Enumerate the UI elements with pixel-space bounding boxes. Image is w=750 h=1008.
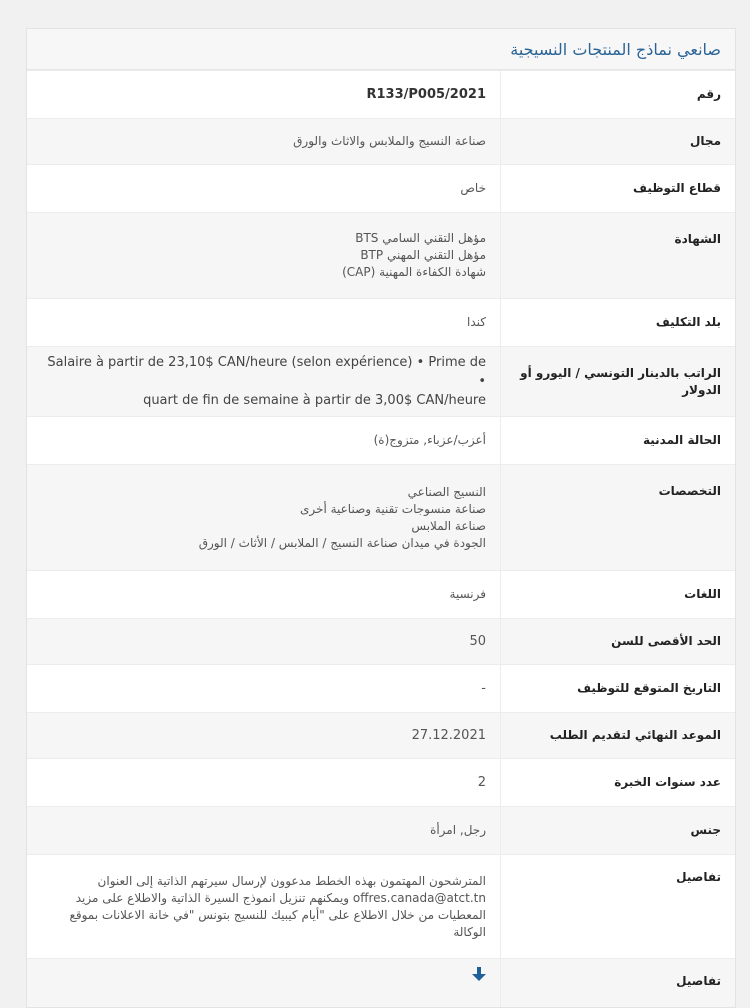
- row-label: تفاصيل: [501, 959, 736, 1007]
- table-row: [27, 759, 735, 807]
- country-value: كندا: [27, 299, 501, 347]
- certificate-line: شهادة الكفاءة المهنية (CAP): [342, 265, 486, 279]
- row-label: الحد الأقصى للسن: [501, 619, 736, 665]
- sector-value: خاص: [27, 165, 501, 213]
- field-value: صناعة النسيج والملابس والاثاث والورق: [27, 119, 501, 165]
- salary-value: [27, 347, 501, 417]
- attachment-value: [27, 959, 501, 1007]
- row-label: رقم: [501, 71, 736, 119]
- experience-value: 2: [27, 759, 501, 807]
- row-label: الشهادة: [501, 213, 736, 299]
- row-label: بلد التكليف: [501, 299, 736, 347]
- details-value: [27, 855, 501, 959]
- details-line: الوكالة: [453, 924, 486, 939]
- row-label: الموعد النهائي لتقديم الطلب: [501, 713, 736, 759]
- row-label: اللغات: [501, 571, 736, 619]
- table-row: [27, 807, 735, 855]
- row-label: جنس: [501, 807, 736, 855]
- certificate-line: مؤهل التقني المهني BTP: [360, 248, 486, 262]
- table-row: [27, 855, 735, 959]
- table-row: [27, 959, 735, 1007]
- table-row: [27, 119, 735, 165]
- max-age-value: 50: [27, 619, 501, 665]
- specialty-line: النسيج الصناعي: [407, 484, 486, 499]
- reference-number: R133/P005/2021: [27, 71, 501, 119]
- card-header: [27, 29, 735, 70]
- certificate-line: مؤهل التقني السامي BTS: [355, 231, 486, 245]
- table-row: [27, 165, 735, 213]
- expected-date-value: -: [27, 665, 501, 713]
- table-row: [27, 71, 735, 119]
- table-row: [27, 713, 735, 759]
- row-label: عدد سنوات الخبرة: [501, 759, 736, 807]
- table-row: [27, 347, 735, 417]
- details-table: [27, 70, 735, 1007]
- table-row: [27, 465, 735, 571]
- table-row: [27, 213, 735, 299]
- row-label: التخصصات: [501, 465, 736, 571]
- details-line: المترشحون المهتمون بهذه الخطط مدعوون لإرسال سيرتهم الذاتية إلى العنوان: [97, 873, 486, 888]
- row-label: مجال: [501, 119, 736, 165]
- job-offer-card: [26, 28, 736, 1008]
- table-row: [27, 571, 735, 619]
- table-row: [27, 299, 735, 347]
- row-label: التاريخ المتوقع للتوظيف: [501, 665, 736, 713]
- languages-value: فرنسية: [27, 571, 501, 619]
- deadline-value: 27.12.2021: [27, 713, 501, 759]
- specialty-line: الجودة في ميدان صناعة النسيج / الملابس / الأثاث / الورق: [198, 535, 486, 550]
- salary-line: Salaire à partir de 23,10$ CAN/heure (selon expérience) • Prime de •: [47, 355, 486, 389]
- download-icon[interactable]: [472, 967, 486, 983]
- marital-status-value: أعزب/عزباء, متزوج(ة): [27, 417, 501, 465]
- specialties-value: [27, 465, 501, 571]
- row-label: تفاصيل: [501, 855, 736, 959]
- table-row: [27, 665, 735, 713]
- gender-value: رجل, امرأة: [27, 807, 501, 855]
- certificate-value: [27, 213, 501, 299]
- details-line: offres.canada@atct.tn ويمكنهم تنزيل انموذج السيرة الذاتية والاطلاع على مزيد: [75, 890, 486, 905]
- specialty-line: صناعة منسوجات تقنية وصناعية أخرى: [300, 501, 486, 516]
- card-title: صانعي نماذج المنتجات النسيجية: [510, 39, 721, 59]
- row-label: الراتب بالدينار التونسي / اليورو أو الدولار: [501, 347, 736, 417]
- details-line: المعطيات من خلال الاطلاع على "أيام كيبيك للنسيج بتونس "في خانة الاعلانات بموقع: [69, 907, 486, 922]
- row-label: الحالة المدنية: [501, 417, 736, 465]
- row-label: قطاع التوظيف: [501, 165, 736, 213]
- specialty-line: صناعة الملابس: [411, 518, 486, 533]
- salary-line: quart de fin de semaine à partir de 3,00$ CAN/heure: [143, 393, 486, 408]
- table-row: [27, 417, 735, 465]
- table-row: [27, 619, 735, 665]
